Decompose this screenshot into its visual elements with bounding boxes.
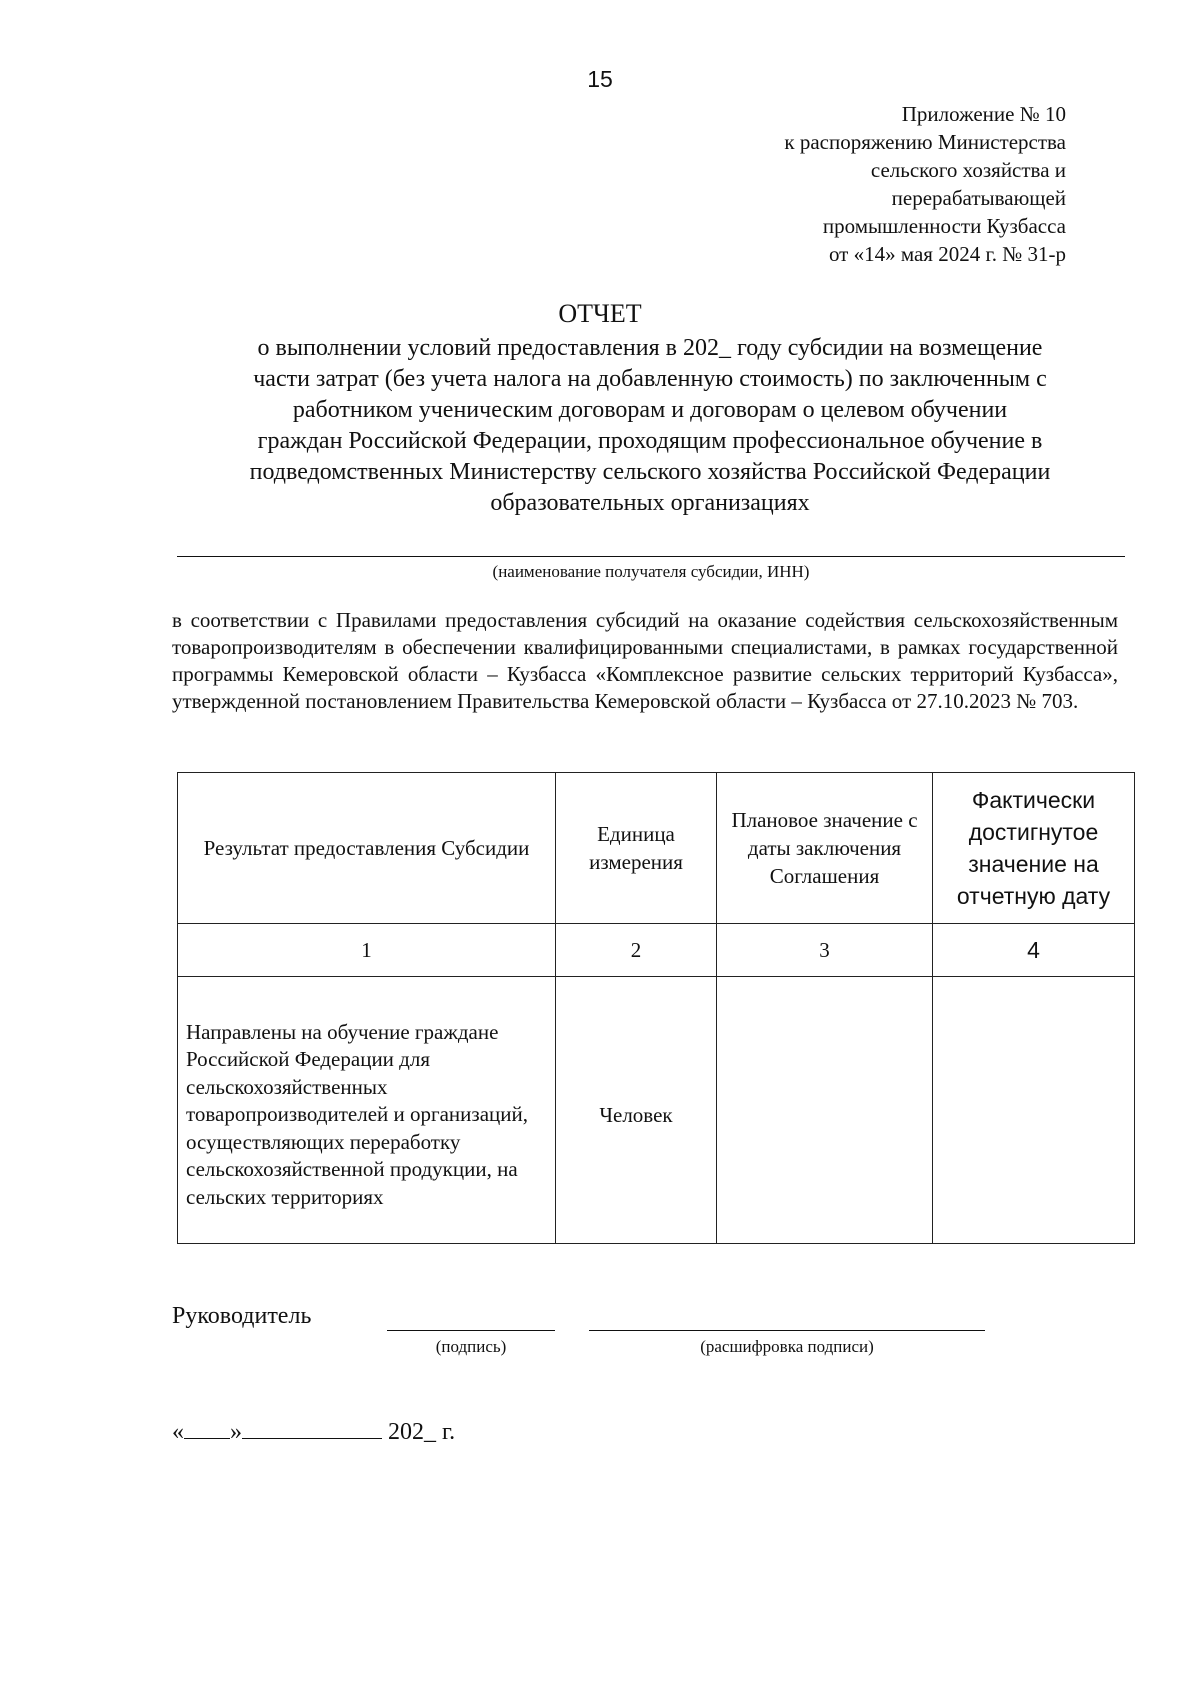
date-close-quote: » xyxy=(230,1419,242,1445)
appendix-line: Приложение № 10 xyxy=(901,102,1066,126)
recipient-caption: (наименование получателя субсидии, ИНН) xyxy=(492,562,810,581)
document-title: ОТЧЕТ xyxy=(558,299,642,328)
appendix-line: от «14» мая 2024 г. № 31-р xyxy=(828,242,1066,266)
appendix-line: промышленности Кузбасса xyxy=(822,214,1066,238)
subtitle-line: части затрат (без учета налога на добавленную стоимость) по заключенным с xyxy=(253,366,1047,392)
header-planned: Плановое значение с даты заключения Соглашения xyxy=(717,773,933,924)
signature-caption: (подпись) xyxy=(435,1337,507,1356)
subtitle-line: работником ученическим договорам и договорам о целевом обучении xyxy=(292,397,1008,423)
cell-planned[interactable] xyxy=(717,977,933,1244)
cell-result: Направлены на обучение граждане Российской Федерации для сельскохозяйственных товаропроизводителей и организаций, осуществляющих переработку сельскохозяйственной продукции, на сельских территориях xyxy=(178,977,556,1244)
appendix-header xyxy=(784,100,1066,268)
header-unit: Единица измерения xyxy=(556,773,717,924)
cell-actual[interactable] xyxy=(933,977,1135,1244)
table-row xyxy=(178,977,1135,1244)
signature-decoding-caption: (расшифровка подписи) xyxy=(700,1337,874,1356)
page-number: 15 xyxy=(587,66,613,92)
date-day-field[interactable] xyxy=(184,1418,230,1439)
recipient-name-field[interactable] xyxy=(177,556,1125,557)
date-line xyxy=(172,1418,455,1446)
table-column-numbers-row xyxy=(178,924,1135,977)
table-header-row xyxy=(178,773,1135,924)
legal-basis-paragraph: в соответствии с Правилами предоставления субсидий на оказание содействия сельскохозяйственным товаропроизводителям в обеспечении квалифицированными специалистами, в рамках государственной программы Кемеровской области – Кузбасса «Комплексное развитие сельских территорий Кузбасса», утвержденной постановлением Правительства Кемеровской области – Кузбасса от 27.10.2023 № 703. xyxy=(172,608,1118,713)
header-result: Результат предоставления Субсидии xyxy=(178,773,556,924)
subtitle-line: граждан Российской Федерации, проходящим профессиональное обучение в xyxy=(257,428,1043,454)
signature-field[interactable] xyxy=(387,1330,555,1331)
subtitle-line: о выполнении условий предоставления в 202_ году субсидии на возмещение xyxy=(257,335,1043,361)
appendix-line: сельского хозяйства и xyxy=(870,158,1066,182)
header-actual: Фактически достигнутое значение на отчетную дату xyxy=(933,773,1135,924)
report-table xyxy=(177,772,1135,1244)
date-month-field[interactable] xyxy=(242,1418,382,1439)
appendix-line: перерабатывающей xyxy=(891,186,1066,210)
cell-unit: Человек xyxy=(556,977,717,1244)
subtitle-line: образовательных организациях xyxy=(490,490,810,516)
document-subtitle xyxy=(160,333,1140,519)
subtitle-line: подведомственных Министерству сельского хозяйства Российской Федерации xyxy=(249,459,1051,485)
signer-label: Руководитель xyxy=(172,1303,312,1329)
date-year: 202_ г. xyxy=(388,1419,456,1445)
signature-decoding-field[interactable] xyxy=(589,1330,985,1331)
appendix-line: к распоряжению Министерства xyxy=(784,130,1066,154)
column-number: 1 xyxy=(178,924,556,977)
column-number: 2 xyxy=(556,924,717,977)
column-number: 3 xyxy=(717,924,933,977)
column-number: 4 xyxy=(933,924,1135,977)
date-open-quote: « xyxy=(172,1419,184,1445)
